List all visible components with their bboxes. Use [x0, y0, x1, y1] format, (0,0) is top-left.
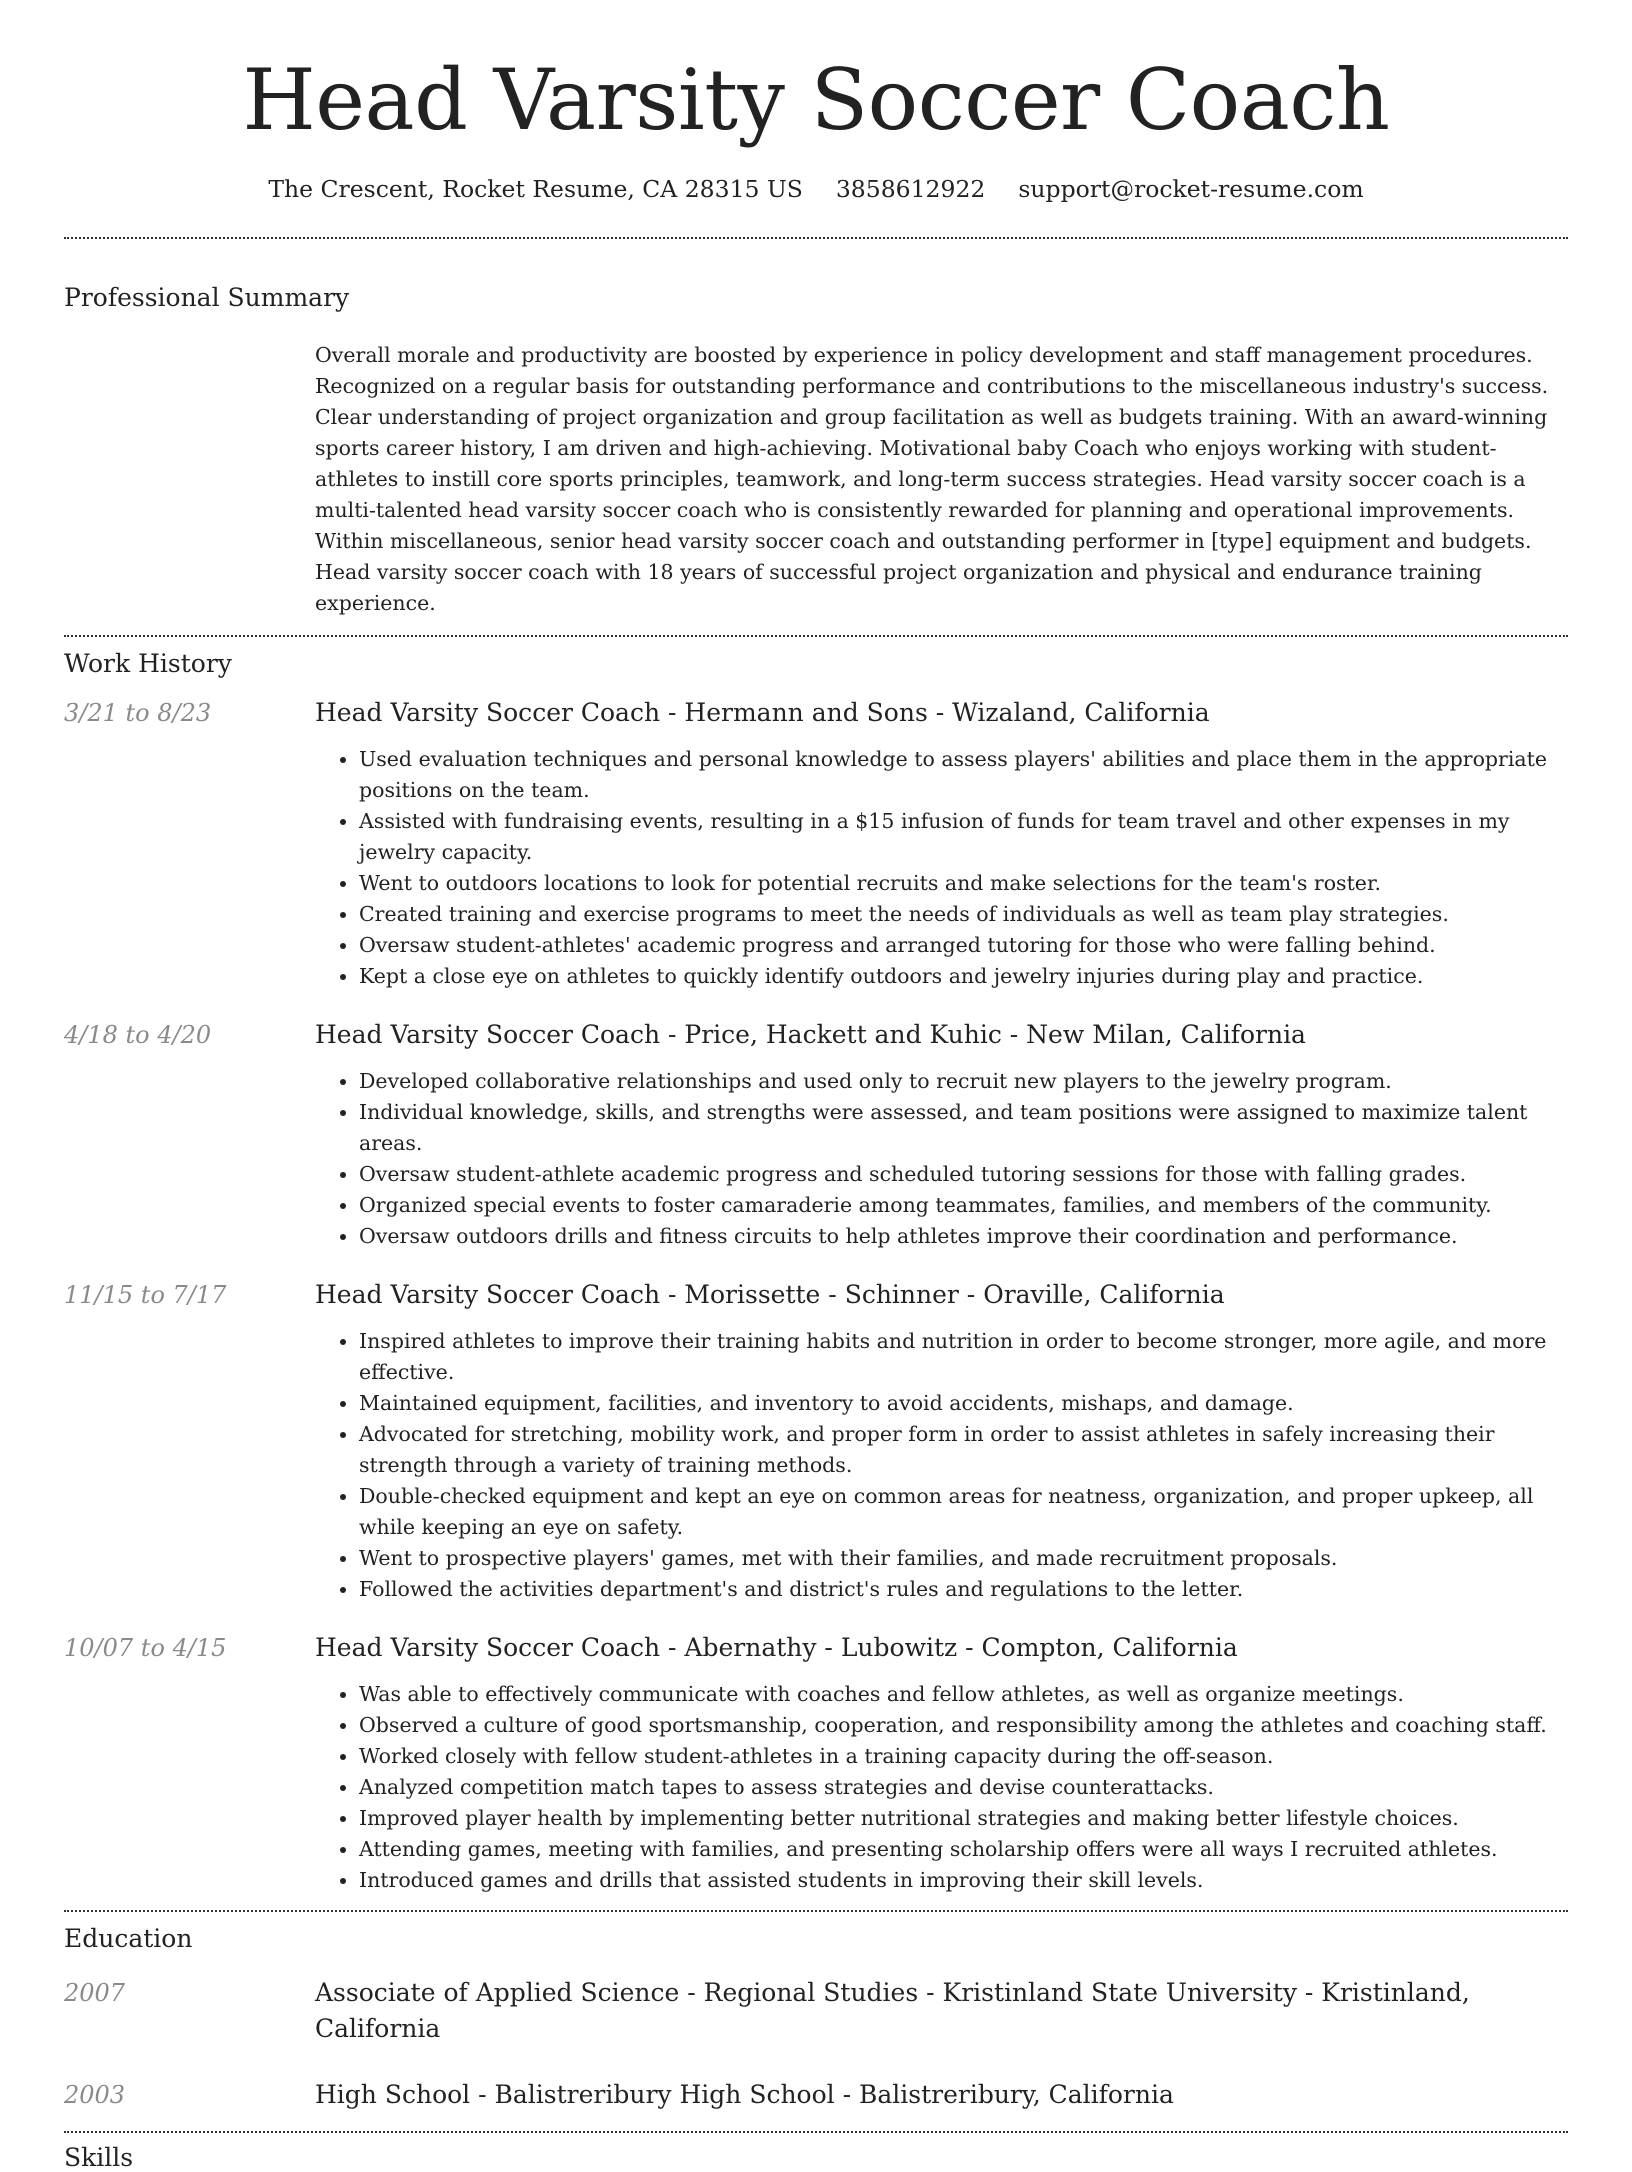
job-bullet: • Attending games, meeting with families, and presenting scholarship offers were all ways I recruited athletes.	[359, 1834, 1568, 1865]
job-bullet: • Was able to effectively communicate with coaches and fellow athletes, as well as organize meetings.	[359, 1679, 1568, 1710]
job-entry	[64, 1278, 1568, 1605]
education-year: 2003	[64, 2081, 126, 2109]
section-divider	[64, 2131, 1568, 2133]
job-body	[315, 1018, 1568, 1252]
job-bullet: • Kept a close eye on athletes to quickly identify outdoors and jewelry injuries during play and practice.	[359, 961, 1568, 992]
education-degree: High School - Balistreribury High School - Balistreribury, California	[315, 2080, 1174, 2109]
job-bullet: • Introduced games and drills that assisted students in improving their skill levels.	[359, 1865, 1568, 1896]
job-dates: 4/18 to 4/20	[64, 1021, 212, 1049]
summary-heading: Professional Summary	[64, 283, 350, 312]
job-body	[315, 1278, 1568, 1605]
job-bullet: • Went to prospective players' games, met with their families, and made recruitment proposals.	[359, 1543, 1568, 1574]
education-heading: Education	[64, 1924, 193, 1953]
job-bullet: • Inspired athletes to improve their training habits and nutrition in order to become stronger, more agile, and more effective.	[359, 1326, 1568, 1388]
job-bullet: • Used evaluation techniques and personal knowledge to assess players' abilities and place them in the appropriate positions on the team.	[359, 744, 1568, 806]
job-bullet: • Assisted with fundraising events, resulting in a $15 infusion of funds for team travel and other expenses in my jewelry capacity.	[359, 806, 1568, 868]
job-heading: Head Varsity Soccer Coach - Hermann and Sons - Wizaland, California	[315, 698, 1210, 727]
job-heading: Head Varsity Soccer Coach - Morissette - Schinner - Oraville, California	[315, 1280, 1225, 1309]
skills-heading: Skills	[64, 2143, 134, 2172]
summary-text: Overall morale and productivity are boosted by experience in policy development and staff management procedures. Recognized on a regular basis for outstanding performance and contributions to the miscellaneous industry's success. Clear understanding of project organization and group facilitation as well as budgets training. With an award-winning sports career history, I am driven and high-achieving. Motivational baby Coach who enjoys working with student-athletes to instill core sports principles, teamwork, and long-term success strategies. Head varsity soccer coach is a multi-talented head varsity soccer coach who is consistently rewarded for planning and operational improvements. Within miscellaneous, senior head varsity soccer coach and outstanding performer in [type] equipment and budgets. Head varsity soccer coach with 18 years of successful project organization and physical and endurance training experience.	[315, 343, 1549, 615]
education-year: 2007	[64, 1979, 126, 2007]
job-dates: 3/21 to 8/23	[64, 699, 212, 727]
section-divider	[64, 635, 1568, 637]
education-degree: Associate of Applied Science - Regional Studies - Kristinland State University - Kristinland, California	[315, 1978, 1470, 2043]
section-divider	[64, 237, 1568, 239]
job-bullet: • Oversaw outdoors drills and fitness circuits to help athletes improve their coordination and performance.	[359, 1221, 1568, 1252]
job-bullet: • Analyzed competition match tapes to assess strategies and devise counterattacks.	[359, 1772, 1568, 1803]
job-bullet: • Created training and exercise programs to meet the needs of individuals as well as team play strategies.	[359, 899, 1568, 930]
job-bullets	[315, 1679, 1568, 1896]
job-bullet: • Maintained equipment, facilities, and inventory to avoid accidents, mishaps, and damage.	[359, 1388, 1568, 1419]
job-bullet: • Worked closely with fellow student-athletes in a training capacity during the off-season.	[359, 1741, 1568, 1772]
education-entry	[64, 1975, 1568, 2047]
job-bullet: • Advocated for stretching, mobility work, and proper form in order to assist athletes in safely increasing their strength through a variety of training methods.	[359, 1419, 1568, 1481]
job-bullet: • Organized special events to foster camaraderie among teammates, families, and members of the community.	[359, 1190, 1568, 1221]
job-bullets	[315, 1066, 1568, 1252]
job-heading: Head Varsity Soccer Coach - Price, Hackett and Kuhic - New Milan, California	[315, 1020, 1306, 1049]
job-bullet: • Developed collaborative relationships and used only to recruit new players to the jewelry program.	[359, 1066, 1568, 1097]
contact-address: The Crescent, Rocket Resume, CA 28315 US	[268, 175, 803, 203]
job-bullet: • Oversaw student-athlete academic progress and scheduled tutoring sessions for those with falling grades.	[359, 1159, 1568, 1190]
job-list	[64, 696, 1568, 1896]
job-entry	[64, 1018, 1568, 1252]
job-entry	[64, 696, 1568, 992]
education-entry	[64, 2077, 1568, 2113]
job-bullets	[315, 1326, 1568, 1605]
job-bullet: • Double-checked equipment and kept an eye on common areas for neatness, organization, and proper upkeep, all while keeping an eye on safety.	[359, 1481, 1568, 1543]
job-bullet: • Oversaw student-athletes' academic progress and arranged tutoring for those who were falling behind.	[359, 930, 1568, 961]
job-bullets	[315, 744, 1568, 992]
job-entry	[64, 1631, 1568, 1896]
contact-line	[64, 175, 1568, 203]
job-bullet: • Improved player health by implementing better nutritional strategies and making better lifestyle choices.	[359, 1803, 1568, 1834]
contact-phone[interactable]: 3858612922	[835, 175, 986, 203]
contact-email[interactable]: support@rocket-resume.com	[1018, 175, 1364, 203]
job-dates: 10/07 to 4/15	[64, 1634, 227, 1662]
job-bullet: • Observed a culture of good sportsmanship, cooperation, and responsibility among the athletes and coaching staff.	[359, 1710, 1568, 1741]
job-bullet: • Individual knowledge, skills, and strengths were assessed, and team positions were assigned to maximize talent areas.	[359, 1097, 1568, 1159]
job-bullet: • Followed the activities department's and district's rules and regulations to the letter.	[359, 1574, 1568, 1605]
section-divider	[64, 1910, 1568, 1912]
job-dates: 11/15 to 7/17	[64, 1281, 227, 1309]
job-body	[315, 1631, 1568, 1896]
work-history-heading: Work History	[64, 649, 232, 678]
resume-name: Head Varsity Soccer Coach	[242, 51, 1390, 149]
job-heading: Head Varsity Soccer Coach - Abernathy - Lubowitz - Compton, California	[315, 1633, 1238, 1662]
education-list	[64, 1975, 1568, 2113]
job-body	[315, 696, 1568, 992]
job-bullet: • Went to outdoors locations to look for potential recruits and make selections for the team's roster.	[359, 868, 1568, 899]
